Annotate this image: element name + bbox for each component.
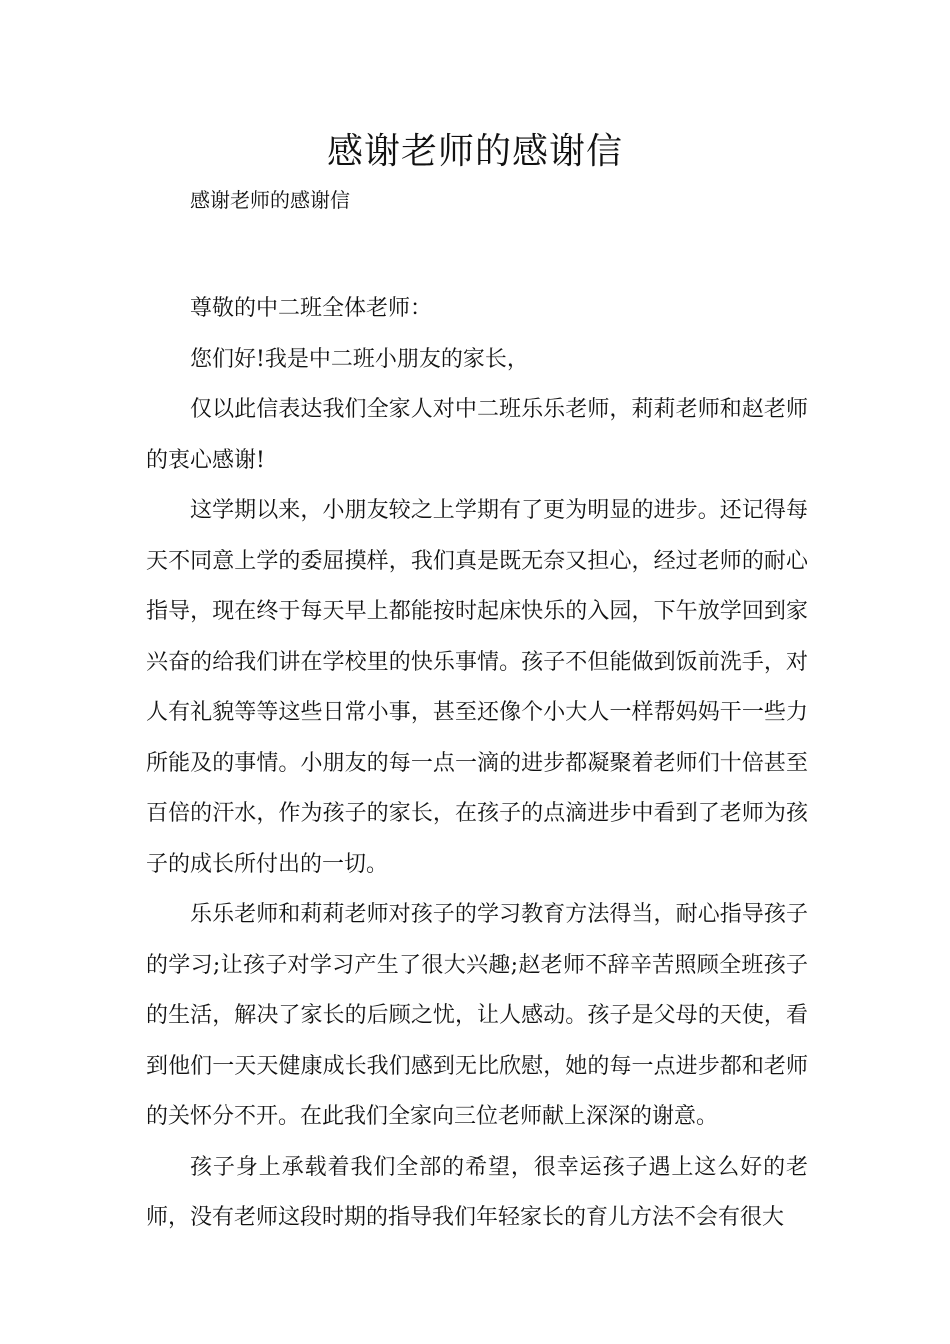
paragraph: 这学期以来，小朋友较之上学期有了更为明显的进步。还记得每天不同意上学的委屈摸样，我们真是既无奈又担心，经过老师的耐心指导，现在终于每天早上都能按时起床快乐的入园，下午放学回到家兴奋的给我们讲在学校里的快乐事情。孩子不但能做到饭前洗手，对人有礼貌等等这些日常小事，甚至还像个小大人一样帮妈妈干一些力所能及的事情。小朋友的每一点一滴的进步都凝聚着老师们十倍甚至百倍的汗水，作为孩子的家长，在孩子的点滴进步中看到了老师为孩子的成长所付出的一切。 xyxy=(146,498,808,877)
document-title: 感谢老师的感谢信 xyxy=(326,131,623,172)
document-subtitle: 感谢老师的感谢信 xyxy=(190,188,350,212)
salutation: 尊敬的中二班全体老师： xyxy=(190,296,433,321)
paragraph: 乐乐老师和莉莉老师对孩子的学习教育方法得当，耐心指导孩子的学习;让孩子对学习产生了很大兴趣;赵老师不辞辛苦照顾全班孩子的生活，解决了家长的后顾之忧，让人感动。孩子是父母的天使，看到他们一天天健康成长我们感到无比欣慰，她的每一点进步都和老师的关怀分不开。在此我们全家向三位老师献上深深的谢意。 xyxy=(146,902,808,1129)
paragraph: 仅以此信表达我们全家人对中二班乐乐老师，莉莉老师和赵老师的衷心感谢! xyxy=(146,397,808,473)
letter-body xyxy=(146,284,808,1244)
greeting: 您们好!我是中二班小朋友的家长， xyxy=(190,346,529,372)
paragraph: 孩子身上承载着我们全部的希望，很幸运孩子遇上这么好的老师，没有老师这段时期的指导我们年轻家长的育儿方法不会有很大 xyxy=(146,1154,808,1230)
